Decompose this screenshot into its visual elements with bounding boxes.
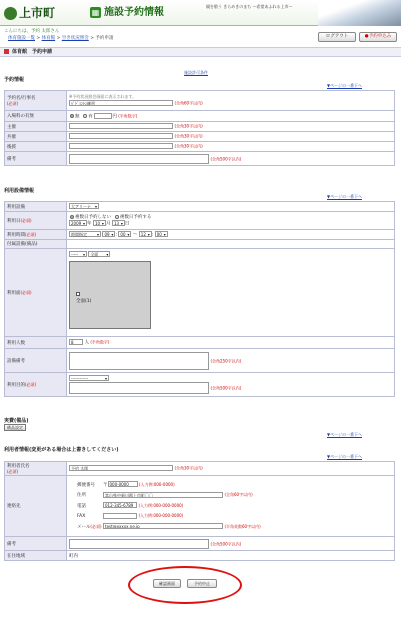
user-info-table	[4, 461, 395, 561]
fee-amount-input[interactable]	[94, 113, 112, 119]
user-name-input[interactable]: 予約 太郎	[69, 465, 173, 471]
section-facility-info: 利用設備情報	[4, 188, 35, 194]
area-filter-select[interactable]: ----- ▾	[69, 251, 87, 257]
cancel-reservation-button[interactable]: 予約中止	[187, 579, 217, 588]
section-actual-cost: 実費(備品)	[4, 418, 29, 424]
multi-day-radio[interactable]	[115, 215, 119, 219]
section-reserve-info: 予約情報	[4, 77, 25, 83]
town-slogan: 親を敬う きらめきのまち ～希望あふれる上市～	[206, 4, 293, 9]
confirm-button[interactable]: 確認画面	[153, 579, 181, 588]
row-event-name: 予約名/行事名 (必須) ※予約状況照会画面に表示されます。 ﾊﾟﾄﾞﾐﾝﾄﾝ練習 (全角60字以内)	[5, 91, 395, 111]
row-cosponsor: 共催 (全角30字以内)	[5, 132, 395, 142]
event-name-hint: ※予約状況照会画面に表示されます。	[69, 94, 137, 100]
row-sponsor: 主催 (全角30字以内)	[5, 122, 395, 132]
row-residence: 在住地域 町内	[5, 551, 395, 561]
page-title: 体育館 予約申請	[12, 49, 53, 55]
site-brand: ▦ 施設予約情報	[91, 7, 164, 18]
from-hour-select[interactable]: 09 ▾	[102, 231, 115, 237]
row-user-remarks: 備考 (全角500字以内)	[5, 537, 395, 551]
row-fee: 入場料の有無 無 有 円 (半角数字)	[5, 111, 395, 122]
highlight-circle	[128, 566, 242, 604]
row-area: 利用面(必須) ----- ▾ 全面 ▾ 全面(1)	[5, 249, 395, 337]
mountain-banner	[318, 0, 401, 26]
row-people: 利用人数 8 人 (半角数字)	[5, 337, 395, 349]
support-input[interactable]	[69, 143, 173, 149]
event-name-input[interactable]: ﾊﾟﾄﾞﾐﾝﾄﾝ練習	[69, 100, 173, 106]
reserve-apply-button[interactable]: ●予約申込み	[359, 32, 397, 42]
area-map	[69, 261, 151, 329]
area-checkbox[interactable]	[76, 292, 80, 296]
row-time: 利用時間(必須) 時間指定 ▾ 09 ▾ : 00 ▾ ～ 12 ▾ : 00 ▾	[5, 230, 395, 240]
purpose-select[interactable]: ------------ ▾	[69, 375, 109, 381]
sponsor-input[interactable]	[69, 123, 173, 129]
to-hour-select[interactable]: 12 ▾	[139, 231, 152, 237]
month-select[interactable]: 10 ▾	[93, 220, 106, 226]
single-day-radio[interactable]	[70, 215, 74, 219]
row-user-name: 利用者氏名 (必須) 予約 太郎 (全角30字以内)	[5, 462, 395, 476]
reserve-info-table	[4, 90, 395, 166]
section-user-info: 利用者情報(変更がある場合は上書きしてください)	[4, 447, 119, 453]
label-event-name: 予約名/行事名 (必須)	[5, 91, 67, 111]
purpose-textarea[interactable]	[69, 382, 209, 394]
breadcrumb: 体育施設一覧 > 体育館 > 空き状況照会 > 予約申請	[8, 36, 114, 41]
page-title-bar	[0, 47, 401, 57]
zip-input[interactable]: 000-0000	[108, 481, 138, 487]
remarks-textarea[interactable]	[69, 154, 209, 164]
fee-none-radio[interactable]	[70, 114, 74, 118]
crumb-facility-list[interactable]: 体育施設一覧	[8, 36, 35, 41]
equip-remarks-textarea[interactable]	[69, 352, 209, 370]
row-equip-remarks: 設備備考 (全角250字以内)	[5, 349, 395, 373]
conditions-link[interactable]: 施設許可条件	[184, 70, 208, 75]
row-contact: 連絡先 郵便番号 〒 000-0000 (入力例:000-0000) 住所 富山県中新川郡上市町〇〇 (全角60字以内) 電話 012-345-6789 (入力例:000-000-0000) FAX (入力例:000-000-0000) メール(必須) test@xxxxx.ne.jp (半角英数60字以内)	[5, 476, 395, 537]
row-remarks: 備考 (全角500字以内)	[5, 152, 395, 166]
year-select[interactable]: 2009 ▾	[69, 220, 87, 226]
row-support: 後援 (全角30字以内)	[5, 142, 395, 152]
equipment-setting-button[interactable]: 備品設定	[4, 424, 26, 431]
time-mode-select[interactable]: 時間指定 ▾	[69, 231, 101, 237]
from-minute-select[interactable]: 00 ▾	[118, 231, 131, 237]
greeting-text: こんにちは、予約 太郎さん	[4, 29, 60, 34]
to-bottom-link-1[interactable]: ▼ページの一番下へ	[327, 83, 362, 88]
cosponsor-input[interactable]	[69, 133, 173, 139]
area-option[interactable]: 全面(1)	[76, 292, 91, 304]
row-attached: 付属設備(備品)	[5, 240, 395, 249]
area-type-select[interactable]: 全面 ▾	[88, 251, 110, 257]
to-bottom-link-4[interactable]: ▼ページの一番下へ	[327, 454, 362, 459]
crumb-availability[interactable]: 空き状況照会	[61, 36, 89, 41]
to-bottom-link-3[interactable]: ▼ページの一番下へ	[327, 432, 362, 437]
row-equipment: 利用設備 大アリーナ ▾	[5, 202, 395, 212]
facility-table	[4, 201, 395, 397]
logout-button[interactable]: ログアウト	[318, 32, 356, 42]
address-input[interactable]: 富山県中新川郡上市町〇〇	[103, 492, 223, 498]
fax-input[interactable]	[103, 513, 137, 519]
user-remarks-textarea[interactable]	[69, 539, 209, 549]
crumb-gym[interactable]: 体育館	[41, 36, 56, 41]
equipment-select[interactable]: 大アリーナ ▾	[69, 203, 99, 209]
row-date: 利用日(必須) 複数日予約しない 複数日予約する 2009 ▾ 年 10 ▾ 月 13 ▾ 日	[5, 212, 395, 230]
email-input[interactable]: test@xxxxx.ne.jp	[103, 523, 223, 529]
calendar-icon: ▦	[91, 7, 100, 17]
residence-value: 町内	[67, 551, 395, 561]
people-count-input[interactable]: 8	[69, 339, 83, 345]
site-header	[0, 0, 401, 26]
phone-input[interactable]: 012-345-6789	[103, 502, 137, 508]
apply-icon: ●	[364, 34, 369, 39]
day-select[interactable]: 13 ▾	[112, 220, 125, 226]
to-minute-select[interactable]: 00 ▾	[155, 231, 168, 237]
fee-yes-radio[interactable]	[83, 114, 87, 118]
to-bottom-link-2[interactable]: ▼ページの一番下へ	[327, 194, 362, 199]
town-emblem-icon	[4, 7, 17, 20]
row-purpose: 利用目的(必須) ------------ ▾ (全角500字以内)	[5, 373, 395, 397]
crumb-current: 予約申請	[95, 36, 114, 41]
title-marker-icon	[4, 49, 9, 54]
town-logo[interactable]: 上市町	[4, 5, 56, 21]
